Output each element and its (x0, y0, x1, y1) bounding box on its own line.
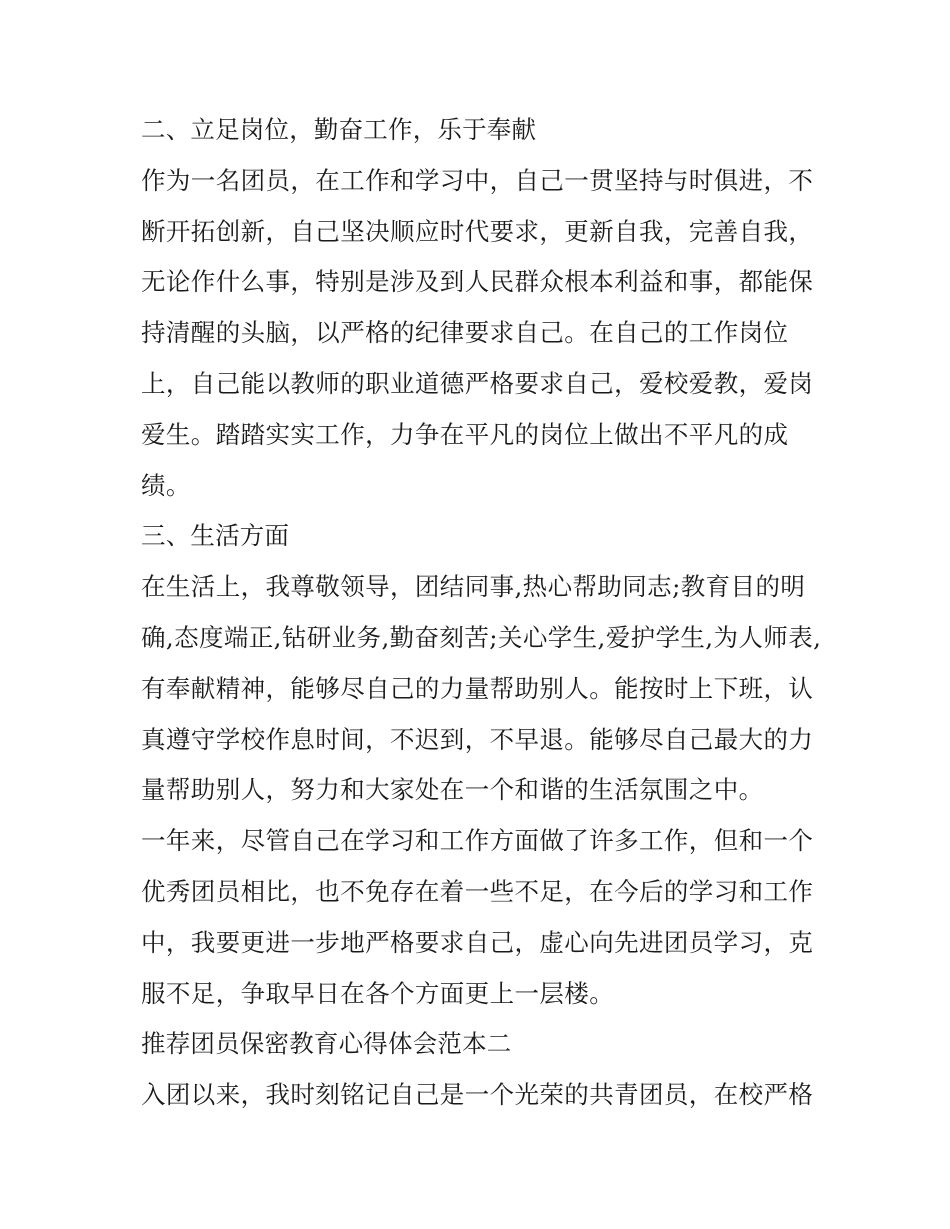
paragraph-line: 中，我要更进一步地严格要求自己，虚心向先进团员学习，克 (141, 927, 814, 957)
paragraph-line: 断开拓创新，自己坚决顺应时代要求，更新自我，完善自我， (141, 216, 814, 246)
paragraph-line: 入团以来，我时刻铭记自己是一个光荣的共青团员，在校严格 (141, 1080, 814, 1110)
paragraph-line: 上，自己能以教师的职业道德严格要求自己，爱校爱教，爱岗 (141, 368, 814, 398)
paragraph-line: 一年来，尽管自己在学习和工作方面做了许多工作，但和一个 (141, 826, 814, 856)
section-heading-work: 二、立足岗位，勤奋工作，乐于奉献 (141, 115, 537, 144)
document-body (141, 105, 821, 1121)
paragraph-line: 确,态度端正,钻研业务,勤奋刻苦;关心学生,爱护学生,为人师表, (141, 622, 822, 652)
paragraph-line: 量帮助别人，努力和大家处在一个和谐的生活氛围之中。 (141, 775, 764, 805)
section-heading-sample-two: 推荐团员保密教育心得体会范本二 (141, 1029, 512, 1059)
paragraph-line: 服不足，争取早日在各个方面更上一层楼。 (141, 978, 615, 1008)
paragraph-line: 有奉献精神，能够尽自己的力量帮助别人。能按时上下班，认 (141, 673, 814, 703)
paragraph-line: 在生活上，我尊敬领导，团结同事,热心帮助同志;教育目的明 (141, 572, 806, 602)
paragraph-line: 持清醒的头脑，以严格的纪律要求自己。在自己的工作岗位 (141, 318, 789, 348)
section-heading-life: 三、生活方面 (141, 521, 290, 551)
paragraph-line: 作为一名团员，在工作和学习中，自己一贯坚持与时俱进，不 (141, 165, 814, 195)
paragraph-line: 无论作什么事，特别是涉及到人民群众根本利益和事，都能保 (141, 267, 814, 297)
paragraph-line: 优秀团员相比，也不免存在着一些不足，在今后的学习和工作 (141, 876, 814, 906)
paragraph-line: 真遵守学校作息时间，不迟到，不早退。能够尽自己最大的力 (141, 724, 814, 754)
paragraph-line: 绩。 (141, 470, 191, 500)
paragraph-line: 爱生。踏踏实实工作，力争在平凡的岗位上做出不平凡的成 (141, 419, 789, 449)
